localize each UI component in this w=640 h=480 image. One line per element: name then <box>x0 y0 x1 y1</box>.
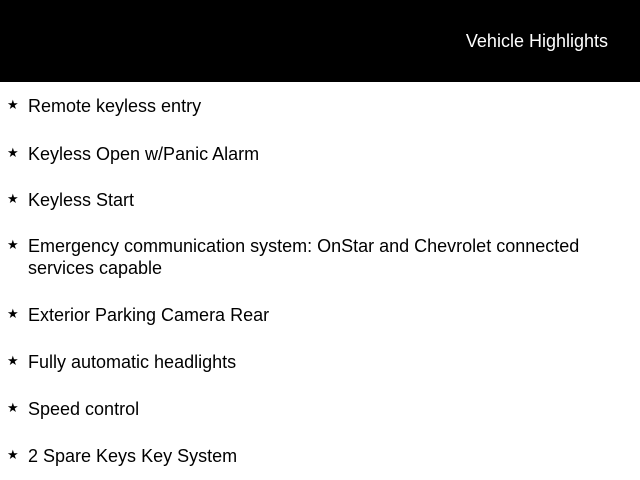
star-icon: ★ <box>7 238 19 253</box>
highlight-text: Emergency communication system: OnStar and Chevrolet connected services capable <box>28 236 580 278</box>
highlight-text: Exterior Parking Camera Rear <box>28 305 270 325</box>
highlight-text: Speed control <box>28 399 140 419</box>
highlight-text: Fully automatic headlights <box>28 352 237 372</box>
highlight-text: Remote keyless entry <box>28 96 202 116</box>
star-icon: ★ <box>7 98 19 113</box>
star-icon: ★ <box>7 401 19 416</box>
star-icon: ★ <box>7 146 19 161</box>
star-icon: ★ <box>7 448 19 463</box>
highlight-text: 2 Spare Keys Key System <box>28 446 238 466</box>
highlight-text: Keyless Start <box>28 190 135 210</box>
page-title: Vehicle Highlights <box>465 31 608 51</box>
star-icon: ★ <box>7 354 19 369</box>
highlight-text: Keyless Open w/Panic Alarm <box>28 144 260 164</box>
star-icon: ★ <box>7 307 19 322</box>
star-icon: ★ <box>7 192 19 207</box>
